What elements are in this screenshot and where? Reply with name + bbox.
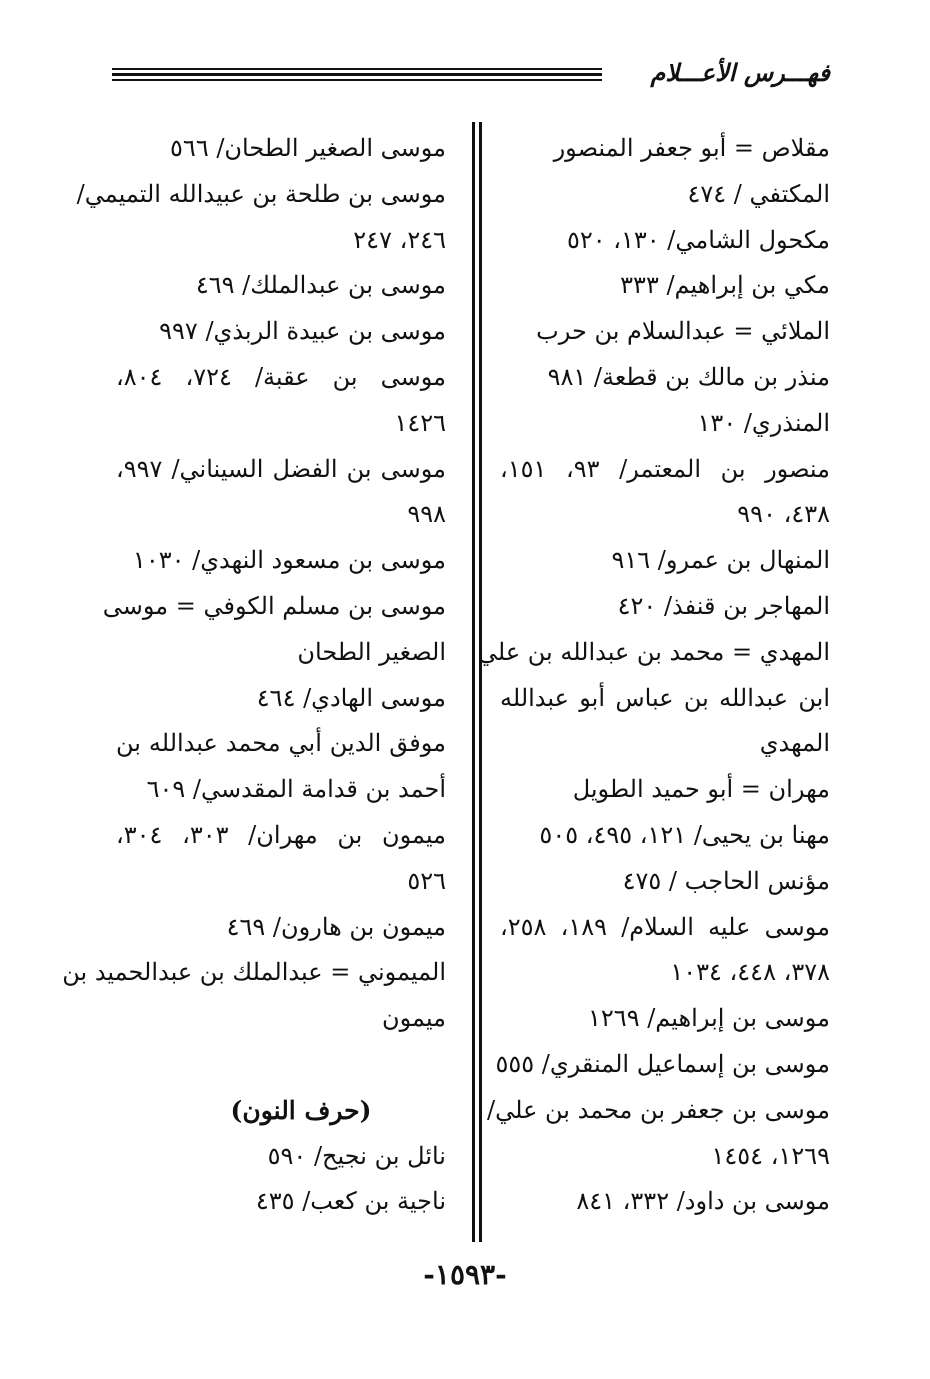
- index-entry: مؤنس الحاجب / ٤٧٥: [622, 866, 830, 895]
- index-entry: موفق الدين أبي محمد عبدالله بن: [116, 729, 446, 758]
- index-entry: الميموني = عبدالملك بن عبدالحميد بن: [62, 958, 446, 987]
- index-entry-continuation: المهدي: [759, 729, 830, 758]
- index-entry: ميمون بن هارون/ ٤٦٩: [226, 912, 446, 941]
- section-heading: (حرف النون): [230, 1095, 372, 1125]
- header-rule: [112, 79, 602, 81]
- index-entry-continuation: ٥٢٦: [407, 866, 446, 895]
- index-column-left: [62, 126, 447, 1225]
- index-entry: منذر بن مالك بن قطعة/ ٩٨١: [547, 362, 830, 391]
- index-column-right: [477, 126, 830, 1225]
- index-entry-continuation: ٩٩٨: [407, 500, 446, 529]
- index-entry: المنهال بن عمرو/ ٩١٦: [611, 546, 830, 575]
- header-rule: [112, 68, 602, 70]
- index-entry-continuation: ميمون: [382, 1004, 446, 1033]
- index-entry: المهدي = محمد بن عبدالله بن علي: [477, 637, 830, 666]
- index-entry: موسى بن إبراهيم/ ١٢٦٩: [588, 1004, 830, 1033]
- index-entry: المكتفي / ٤٧٤: [687, 179, 830, 208]
- column-divider: [472, 122, 475, 1242]
- index-entry-continuation: ١٤٢٦: [394, 408, 446, 437]
- index-entry: موسى بن مسعود النهدي/ ١٠٣٠: [132, 546, 446, 575]
- index-entry-continuation: ابن عبدالله بن عباس أبو عبدالله: [500, 683, 830, 712]
- index-entry: موسى بن عبدالملك/ ٤٦٩: [195, 271, 446, 300]
- index-entry-continuation: الصغير الطحان: [297, 637, 446, 666]
- column-divider: [479, 122, 482, 1242]
- index-entry-continuation: أحمد بن قدامة المقدسي/ ٦٠٩: [146, 775, 446, 804]
- section-spacer: [116, 1042, 446, 1088]
- index-entry: مقلاص = أبو جعفر المنصور: [553, 134, 830, 162]
- index-entry: منصور بن المعتمر/ ٩٣، ١٥١،: [500, 454, 830, 483]
- index-entry: موسى بن عبيدة الربذي/ ٩٩٧: [159, 317, 446, 346]
- index-entry-continuation: ١٢٦٩، ١٤٥٤: [711, 1141, 830, 1170]
- index-entry: موسى بن طلحة بن عبيدالله التميمي/: [76, 179, 446, 208]
- index-entry: موسى بن الفضل السيناني/ ٩٩٧،: [116, 454, 446, 483]
- index-entry: مهنا بن يحيى/ ١٢١، ٤٩٥، ٥٠٥: [539, 820, 830, 849]
- header-rule: [112, 73, 602, 76]
- index-entry-continuation: ٤٣٨، ٩٩٠: [737, 500, 830, 529]
- index-entry: مهران = أبو حميد الطويل: [572, 775, 830, 804]
- index-entry: المنذري/ ١٣٠: [697, 408, 830, 437]
- index-entry: الملائي = عبدالسلام بن حرب: [536, 317, 830, 346]
- index-entry: مكحول الشامي/ ١٣٠، ٥٢٠: [566, 225, 830, 254]
- index-entry: موسى بن إسماعيل المنقري/ ٥٥٥: [495, 1049, 830, 1078]
- index-entry: موسى الهادي/ ٤٦٤: [256, 683, 446, 712]
- index-entry: ناجية بن كعب/ ٤٣٥: [255, 1187, 446, 1216]
- running-title: فهـــرس الأعـــلام: [650, 58, 830, 87]
- index-entry-continuation: ٢٤٦، ٢٤٧: [353, 225, 446, 254]
- index-entry: موسى بن جعفر بن محمد بن علي/: [487, 1095, 830, 1124]
- index-entry: مكي بن إبراهيم/ ٣٣٣: [620, 271, 830, 300]
- index-entry: ميمون بن مهران/ ٣٠٣، ٣٠٤،: [116, 820, 447, 849]
- index-entry: المهاجر بن قنفذ/ ٤٢٠: [617, 591, 830, 620]
- index-entry: موسى الصغير الطحان/ ٥٦٦: [170, 134, 446, 162]
- page-number: -١٥٩٣-: [423, 1258, 507, 1291]
- index-entry-continuation: ٣٧٨، ٤٤٨، ١٠٣٤: [670, 958, 830, 987]
- index-entry: نائل بن نجيح/ ٥٩٠: [267, 1141, 446, 1170]
- index-entry: موسى بن مسلم الكوفي = موسى: [102, 591, 446, 620]
- page-header: [112, 52, 830, 92]
- index-entry: موسى بن داود/ ٣٣٢، ٨٤١: [576, 1187, 830, 1216]
- index-entry: موسى بن عقبة/ ٧٢٤، ٨٠٤،: [116, 362, 447, 391]
- index-entry: موسى عليه السلام/ ١٨٩، ٢٥٨،: [500, 912, 830, 941]
